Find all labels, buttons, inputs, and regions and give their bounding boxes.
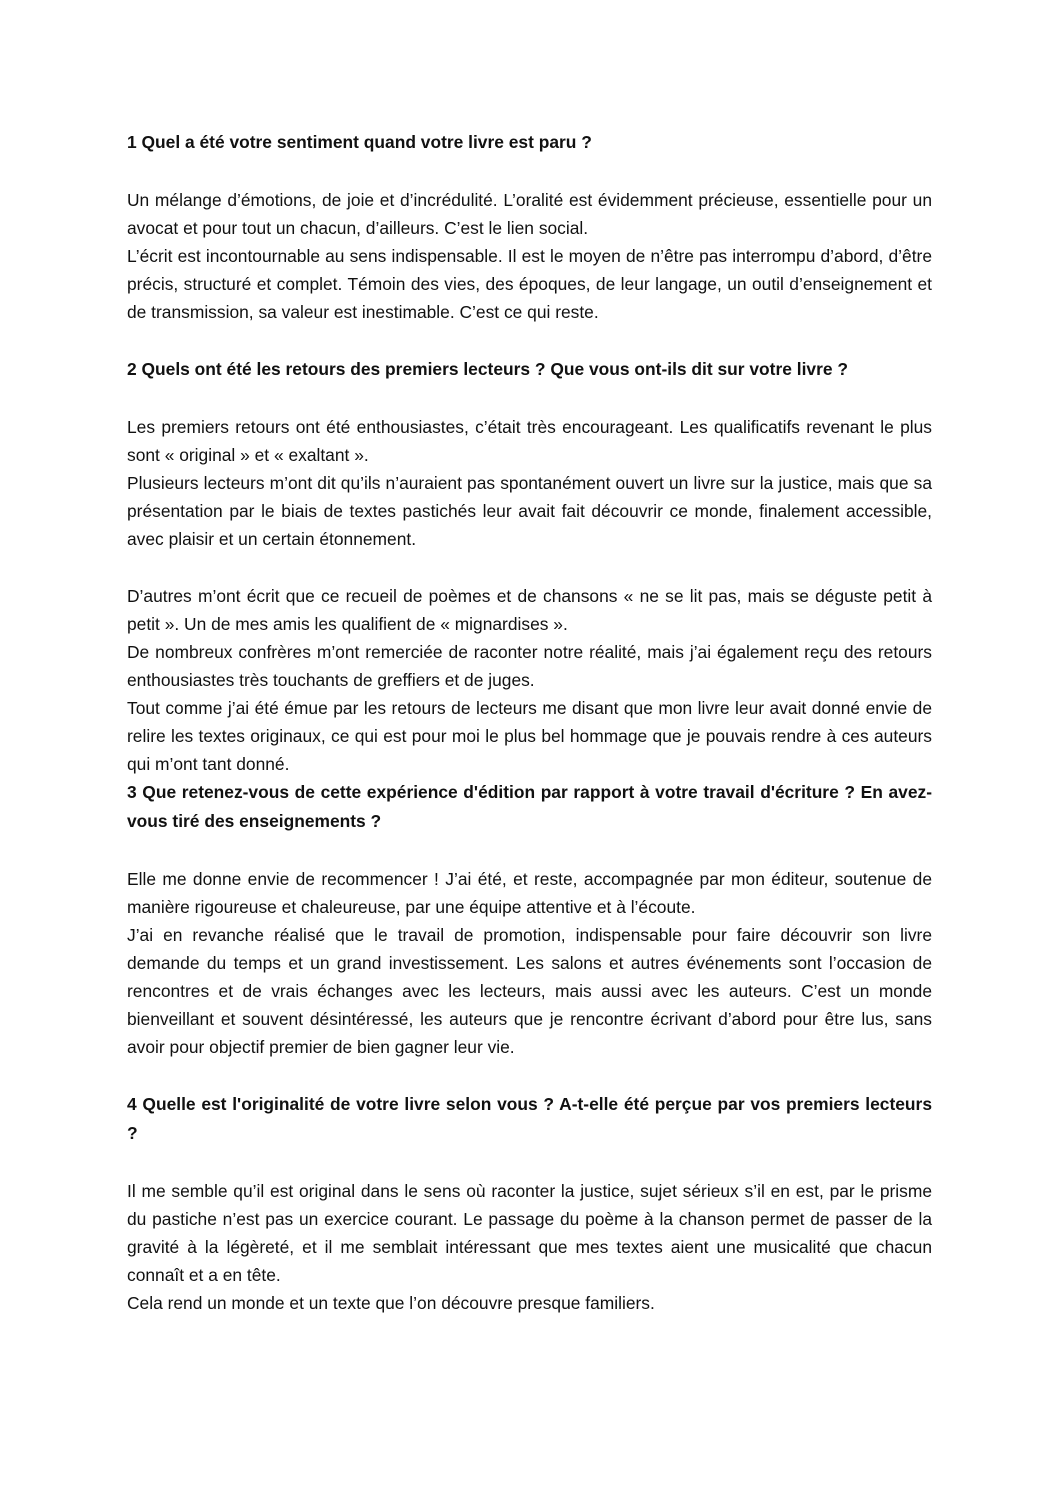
answer-1-paragraph-2: L’écrit est incontournable au sens indispensable. Il est le moyen de n’être pas interrompu d’abord, d’être précis, structuré et complet. Témoin des vies, des époques, de leur langage, un outil d’enseignement et de transmission, sa valeur est inestimable. C’est ce qui reste. [127,246,932,322]
answer-3-paragraph-2: J’ai en revanche réalisé que le travail de promotion, indispensable pour faire découvrir son livre demande du temps et un grand investissement. Les salons et autres événements sont l’occasion de rencontres et de vrais échanges avec les lecteurs, mais aussi avec les auteurs. C’est un monde bienveillant et souvent désintéressé, les auteurs que je rencontre écrivant d’abord pour être lus, sans avoir pour objectif premier de bien gagner leur vie. [127,925,932,1057]
question-3: 3 Que retenez-vous de cette expérience d'édition par rapport à votre travail d'écriture ? En avez-vous tiré des enseignements ? [127,782,932,831]
answer-2-paragraph-1: Les premiers retours ont été enthousiastes, c’était très encourageant. Les qualificatifs revenant le plus sont « original » et « exaltant ». [127,417,932,465]
answer-2-paragraph-5: Tout comme j’ai été émue par les retours de lecteurs me disant que mon livre leur avait donné envie de relire les textes originaux, ce qui est pour moi le plus bel hommage que je pouvais rendre à ces auteurs qui m’ont tant donné. [127,698,932,774]
answer-4-paragraph-1: Il me semble qu’il est original dans le sens où raconter la justice, sujet sérieux s’il en est, par le prisme du pastiche n’est pas un exercice courant. Le passage du poème à la chanson permet de passer de la gravité à la légèreté, et il me semblait intéressant que mes textes aient une musicalité que chacun connaît et a en tête. [127,1181,932,1285]
answer-4-paragraph-2: Cela rend un monde et un texte que l’on découvre presque familiers. [127,1293,655,1313]
question-2: 2 Quels ont été les retours des premiers lecteurs ? Que vous ont-ils dit sur votre livre ? [127,359,848,379]
question-4: 4 Quelle est l'originalité de votre livre selon vous ? A-t-elle été perçue par vos premiers lecteurs ? [127,1094,932,1143]
answer-2-paragraph-3: D’autres m’ont écrit que ce recueil de poèmes et de chansons « ne se lit pas, mais se déguste petit à petit ». Un de mes amis les qualifient de « mignardises ». [127,586,932,634]
answer-2-paragraph-4: De nombreux confrères m’ont remerciée de raconter notre réalité, mais j’ai également reçu des retours enthousiastes très touchants de greffiers et de juges. [127,642,932,690]
answer-2-paragraph-2: Plusieurs lecteurs m’ont dit qu’ils n’auraient pas spontanément ouvert un livre sur la justice, mais que sa présentation par le biais de textes pastichés leur avait fait découvrir ce monde, finalement accessible, avec plaisir et un certain étonnement. [127,473,932,549]
answer-3-paragraph-1: Elle me donne envie de recommencer ! J’ai été, et reste, accompagnée par mon éditeur, soutenue de manière rigoureuse et chaleureuse, par une équipe attentive et à l’écoute. [127,869,932,917]
document-page [127,128,932,1317]
answer-1-paragraph-1: Un mélange d’émotions, de joie et d’incrédulité. L’oralité est évidemment précieuse, essentielle pour un avocat et pour tout un chacun, d’ailleurs. C’est le lien social. [127,190,932,238]
question-1: 1 Quel a été votre sentiment quand votre livre est paru ? [127,132,592,152]
